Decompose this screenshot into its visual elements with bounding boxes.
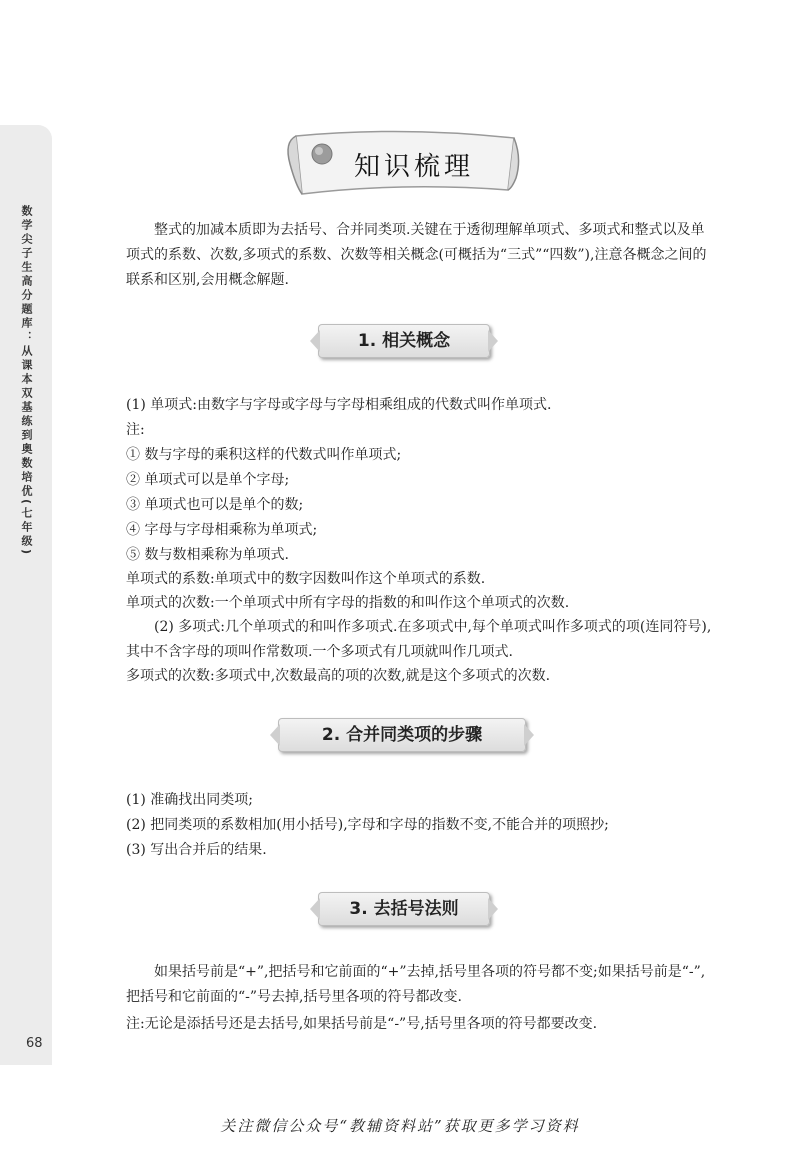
section-1-line: 注:: [126, 422, 145, 438]
section-1-paragraph: (2) 多项式:几个单项式的和叫作多项式.在多项式中,每个单项式叫作多项式的项(连同符号),其中不含字母的项叫作常数项.一个多项式有几项就叫作几项式.: [126, 619, 712, 660]
section-banner-2: [278, 718, 526, 752]
section-1-line: ③ 单项式也可以是单个的数;: [126, 497, 304, 513]
section-2-line: (3) 写出合并后的结果.: [126, 842, 267, 858]
section-1-line: ⑤ 数与数相乘称为单项式.: [126, 547, 289, 563]
section-banner-1: [318, 324, 490, 358]
section-3-paragraph: 如果括号前是“+”,把括号和它前面的“+”去掉,括号里各项的符号都不变;如果括号前是“-”,把括号和它前面的“-”号去掉,括号里各项的符号都改变.: [126, 964, 706, 1005]
section-1-line: ④ 字母与字母相乘称为单项式;: [126, 522, 318, 538]
section-banner-3: [318, 892, 490, 926]
section-title-3: 3. 去括号法则: [349, 899, 459, 919]
section-3-line: 注:无论是添括号还是去括号,如果括号前是“-”号,括号里各项的符号都要改变.: [126, 1016, 598, 1032]
footer-note: 关注微信公众号“教辅资料站”获取更多学习资料: [220, 1117, 580, 1135]
section-1-line: (1) 单项式:由数字与字母或字母与字母相乘组成的代数式叫作单项式.: [126, 397, 552, 413]
page-number: 68: [26, 1036, 43, 1051]
section-1-line: ① 数与字母的乘积这样的代数式叫作单项式;: [126, 447, 402, 463]
knowledge-review-title: 知识梳理: [353, 152, 474, 182]
section-2-line: (2) 把同类项的系数相加(用小括号),字母和字母的指数不变,不能合并的项照抄;: [126, 817, 609, 833]
scroll-banner: [282, 128, 522, 200]
book-title: 数学尖子生高分题库：从课本双基练到奥数培优(七年级): [20, 205, 33, 558]
section-title-1: 1. 相关概念: [357, 331, 451, 351]
section-1-line: ② 单项式可以是单个字母;: [126, 472, 290, 488]
section-title-2: 2. 合并同类项的步骤: [321, 725, 483, 745]
intro-paragraph: 整式的加减本质即为去括号、合并同类项.关键在于透彻理解单项式、多项式和整式以及单项式的系数、次数,多项式的系数、次数等相关概念(可概括为“三式”“四数”),注意各概念之间的联系和区别,会用概念解题.: [126, 222, 707, 288]
section-2-line: (1) 准确找出同类项;: [126, 792, 253, 808]
section-1-line: 多项式的次数:多项式中,次数最高的项的次数,就是这个多项式的次数.: [126, 668, 551, 684]
section-1-line: 单项式的系数:单项式中的数字因数叫作这个单项式的系数.: [126, 571, 486, 587]
section-1-line: 单项式的次数:一个单项式中所有字母的指数的和叫作这个单项式的次数.: [126, 595, 570, 611]
